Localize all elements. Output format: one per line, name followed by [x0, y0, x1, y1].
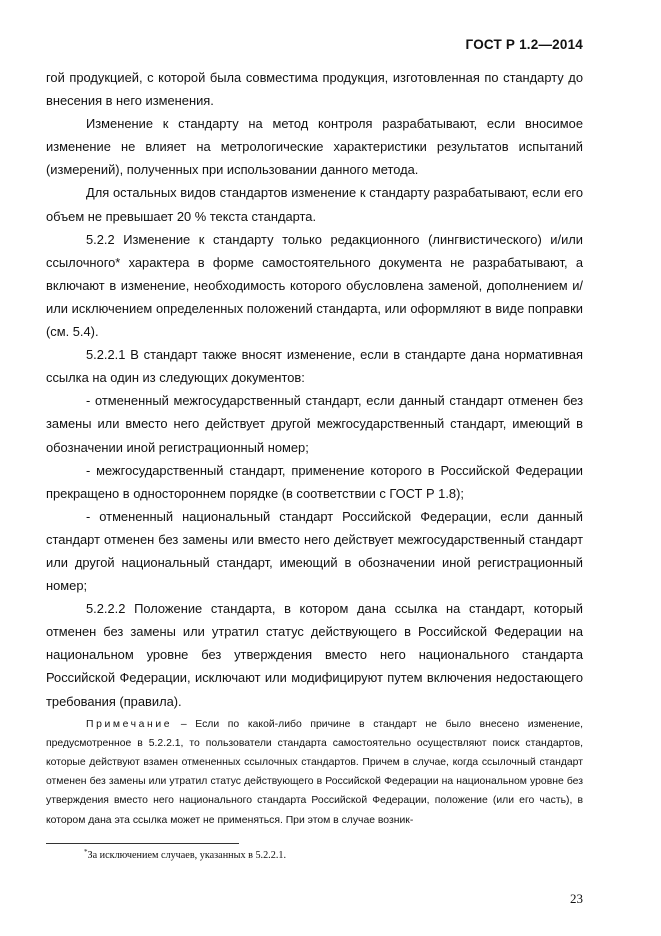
paragraph-5-2-2-1: 5.2.2.1 В стандарт также вносят изменение, если в стандарте дана нормативная ссылка на один из следующих документов: [46, 347, 583, 386]
body-text [46, 66, 583, 830]
paragraph-continuation: гой продукцией, с которой была совместима продукция, изготовленная по стандарту до внесения в него изменения. [46, 70, 583, 109]
note-label: Примечание [86, 718, 173, 730]
list-item-national-cancelled: - отмененный национальный стандарт Российской Федерации, если данный стандарт отменен без замены или вместо него действует межгосударственный стандарт или другой национальный стандарт, имеющий в обозначении иной регистрационный номер; [46, 508, 583, 594]
paragraph-test-method: Изменение к стандарту на метод контроля разрабатывают, если вносимое изменение не влияет на метрологические характеристики результатов испытаний (измерений), полученных при использовании данного метода. [46, 116, 583, 178]
paragraph-5-2-2: 5.2.2 Изменение к стандарту только редакционного (лингвистического) и/или ссылочного* характера в форме самостоятельного документа не разрабатывают, а включают в изменение, необходимость которого обусловлена заменой, дополнением и/или исключением определенных положений стандарта, или оформляют в виде поправки (см. 5.4). [46, 231, 583, 340]
paragraph-5-2-2-2: 5.2.2.2 Положение стандарта, в котором дана ссылка на стандарт, который отменен без замены или утратил статус действующего в Российской Федерации на национальном уровне без утверждения вместо него национального стандарта Российской Федерации, исключают или модифицируют путем включения недостающего требования (правила). [46, 601, 583, 709]
paragraph-other-standards: Для остальных видов стандартов изменение к стандарту разрабатывают, если его объем не превышает 20 % текста стандарта. [46, 185, 583, 224]
note-text: – Если по какой-либо причине в стандарт не было внесено изменение, предусмотренное в 5.2.2.1, то пользователи стандарта самостоятельно осуществляют поиск стандартов, которые действуют взамен отмененных ссылочных стандартов. Причем в случае, когда ссылочный стандарт отменен без замены или утратил статус действующего в Российской Федерации на национальном уровне без утверждения вместо него национального стандарта Российской Федерации, положение (или его часть), в котором дана эта ссылка может не применяться. При этом в случае возник- [46, 718, 583, 826]
list-item-interstate-cancelled: - отмененный межгосударственный стандарт, если данный стандарт отменен без замены или вместо него действует другой межгосударственный стандарт, имеющий в обозначении иной регистрационный номер; [46, 393, 583, 455]
note-block [46, 715, 583, 830]
list-item-interstate-terminated: - межгосударственный стандарт, применение которого в Российской Федерации прекращено в одностороннем порядке (в соответствии с ГОСТ Р 1.8); [46, 462, 583, 501]
footnote-text: За исключением случаев, указанных в 5.2.2.1. [87, 850, 287, 861]
page-number: 23 [570, 891, 583, 906]
footnote-divider [46, 843, 239, 844]
footnote [84, 848, 286, 861]
footnote-marker: * [84, 848, 88, 856]
document-header: ГОСТ Р 1.2—2014 [465, 37, 583, 52]
